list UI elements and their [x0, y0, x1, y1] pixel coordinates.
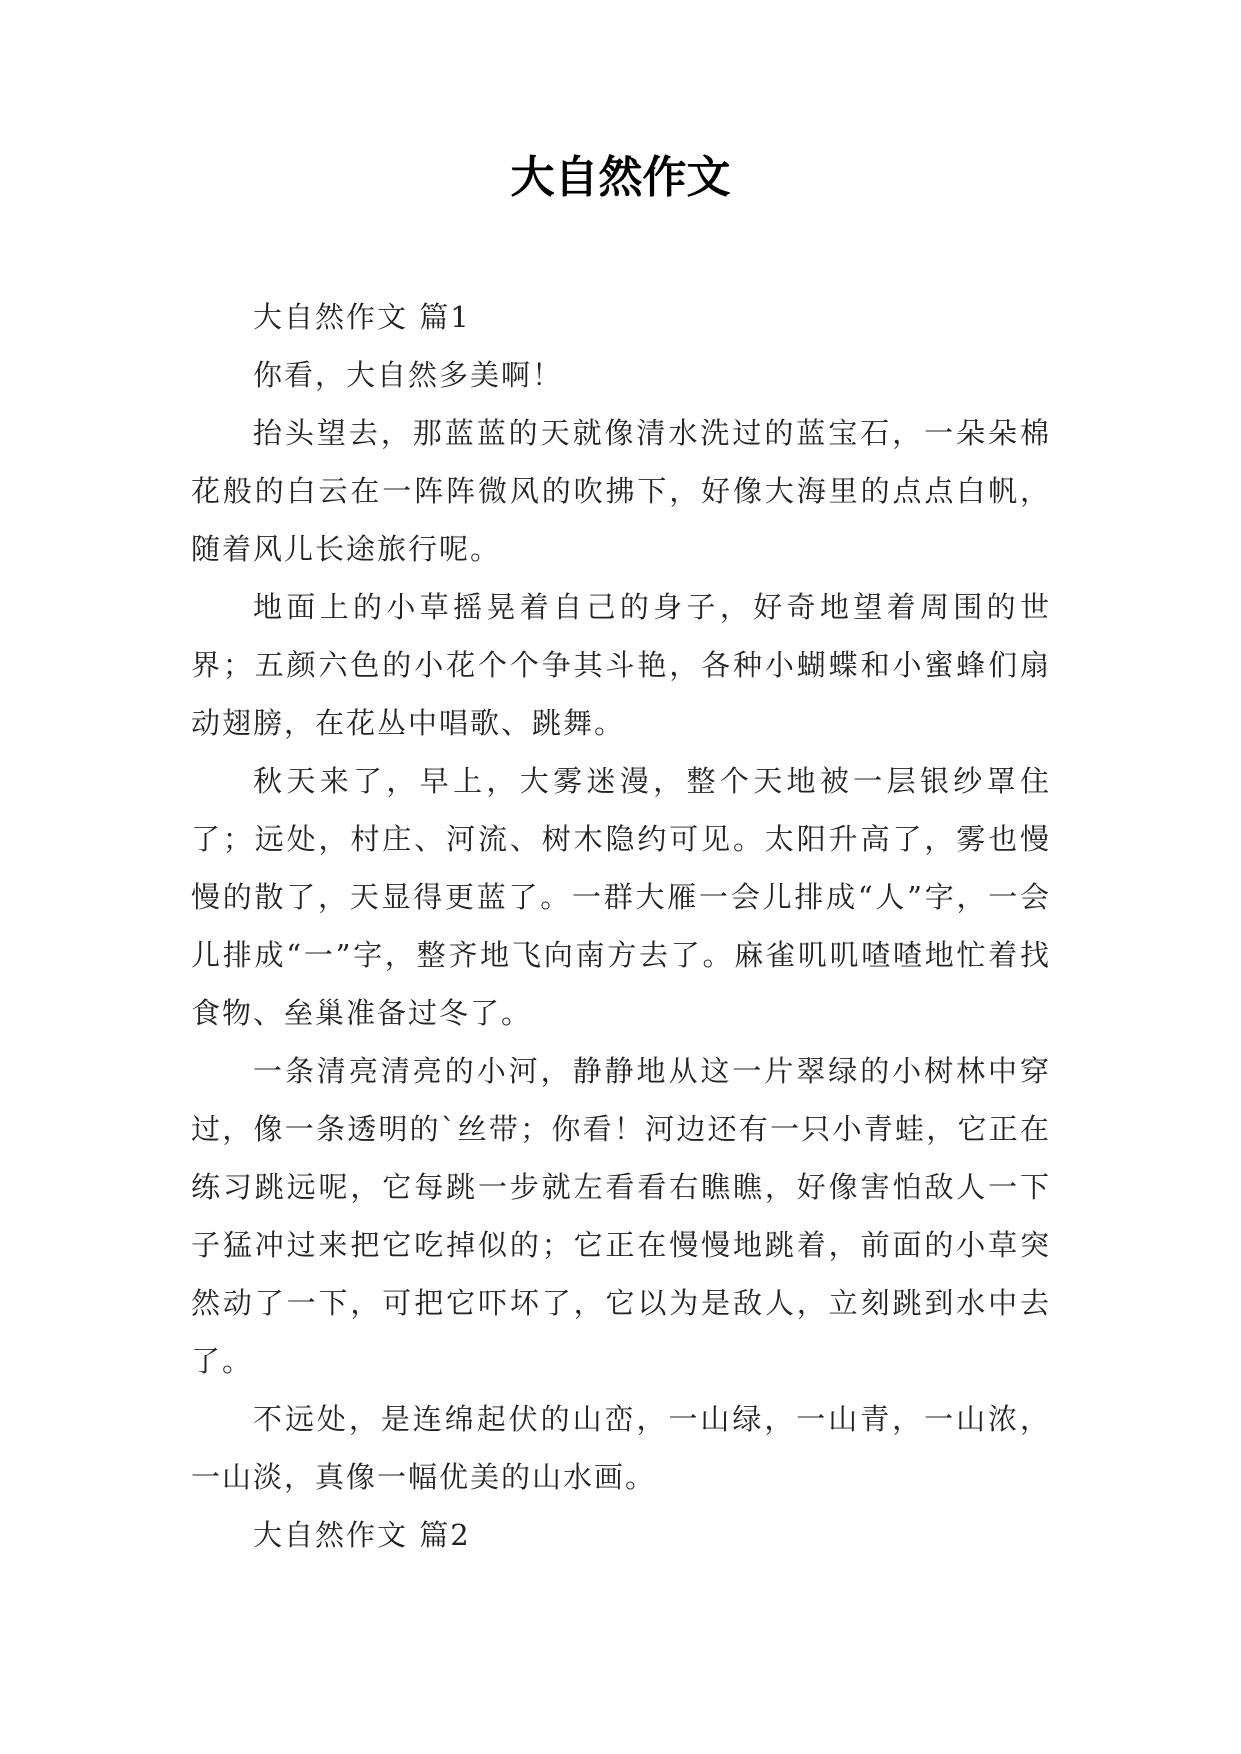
document-title: 大自然作文: [510, 152, 731, 203]
paragraph-autumn: 秋天来了，早上，大雾迷漫，整个天地被一层银纱罩住了；远处，村庄、河流、树木隐约可见。太阳升高了，雾也慢慢的散了，天显得更蓝了。一群大雁一会儿排成“人”字，一会儿排成“一”字，整齐地飞向南方去了。麻雀叽叽喳喳地忙着找食物、垒巢准备过冬了。: [191, 764, 1051, 1030]
section-heading-1: 大自然作文 篇1: [253, 300, 471, 334]
section-heading-2: 大自然作文 篇2: [253, 1518, 471, 1552]
document-body: [191, 288, 1051, 1564]
paragraph-ground: 地面上的小草摇晃着自己的身子，好奇地望着周围的世界；五颜六色的小花个个争其斗艳，各种小蝴蝶和小蜜蜂们扇动翅膀，在花丛中唱歌、跳舞。: [191, 590, 1051, 740]
paragraph-river: 一条清亮清亮的小河，静静地从这一片翠绿的小树林中穿过，像一条透明的`丝带；你看！河边还有一只小青蛙，它正在练习跳远呢，它每跳一步就左看看右瞧瞧，好像害怕敌人一下子猛冲过来把它吃掉似的；它正在慢慢地跳着，前面的小草突然动了一下，可把它吓坏了，它以为是敌人，立刻跳到水中去了。: [191, 1054, 1051, 1378]
paragraph-intro: 你看，大自然多美啊！: [253, 358, 564, 392]
paragraph-sky: 抬头望去，那蓝蓝的天就像清水洗过的蓝宝石，一朵朵棉花般的白云在一阵阵微风的吹拂下，好像大海里的点点白帆，随着风儿长途旅行呢。: [191, 416, 1051, 566]
paragraph-mountains: 不远处，是连绵起伏的山峦，一山绿，一山青，一山浓，一山淡，真像一幅优美的山水画。: [191, 1402, 1051, 1494]
